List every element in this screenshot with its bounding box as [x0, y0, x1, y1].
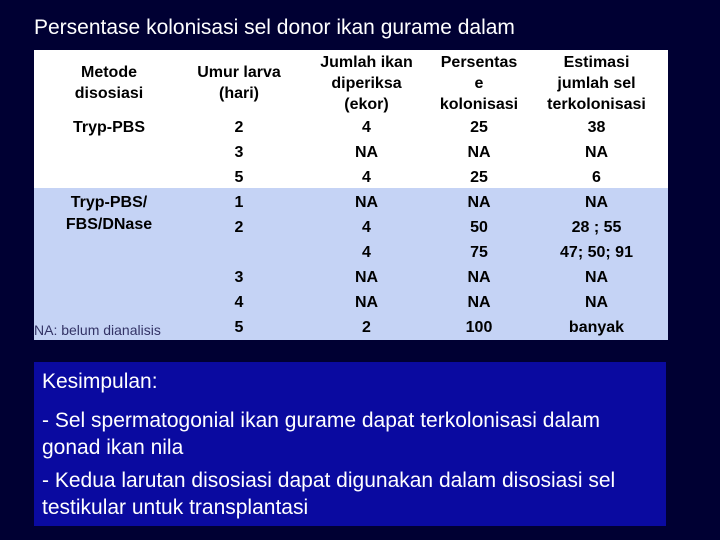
cell-estimasi: NA — [584, 194, 609, 211]
cell-umur: 5 — [234, 169, 244, 186]
cell-persen: NA — [467, 269, 491, 286]
cell-jumlah: 2 — [362, 319, 371, 336]
cell-estimasi: 47; 50; 91 — [560, 244, 633, 261]
results-table — [34, 50, 668, 340]
cell-persen: NA — [467, 144, 491, 161]
cell-jumlah: NA — [354, 269, 379, 286]
header-estimasi: Estimasi jumlah sel terkolonisasi — [547, 54, 646, 113]
cell-estimasi: 38 — [587, 119, 606, 136]
cell-jumlah: 4 — [362, 219, 371, 236]
method-tryp-pbs: Tryp-PBS — [72, 119, 145, 136]
header-metode: Metode disosiasi — [74, 64, 144, 102]
cell-persen: 50 — [470, 219, 488, 236]
header-jumlah: Jumlah ikan diperiksa (ekor) — [320, 54, 413, 113]
cell-umur: 1 — [234, 194, 244, 211]
cell-umur: 3 — [234, 269, 244, 286]
cell-jumlah: 4 — [362, 119, 371, 136]
cell-umur: 5 — [234, 319, 244, 336]
slide-title: Persentase kolonisasi sel donor ikan gurame dalam — [34, 16, 515, 39]
cell-estimasi: NA — [584, 269, 609, 286]
method-tryp-pbs-fbs-dnase: Tryp-PBS/ FBS/DNase — [65, 194, 153, 233]
cell-persen: NA — [467, 294, 491, 311]
cell-estimasi: NA — [584, 144, 609, 161]
cell-persen: 75 — [470, 244, 488, 261]
cell-estimasi: NA — [584, 294, 609, 311]
conclusion-item-2: - Kedua larutan disosiasi dapat digunakan dalam disosiasi sel testikular untuk transplantasi — [42, 469, 616, 519]
cell-umur: 4 — [234, 294, 244, 311]
cell-jumlah: NA — [354, 294, 379, 311]
cell-estimasi: 28 ; 55 — [571, 219, 622, 236]
cell-jumlah: 4 — [362, 169, 371, 186]
conclusion-item-1: - Sel spermatogonial ikan gurame dapat terkolonisasi dalam gonad ikan nila — [42, 409, 600, 459]
cell-estimasi: banyak — [568, 319, 625, 336]
cell-umur: 2 — [234, 119, 244, 136]
cell-jumlah: NA — [354, 144, 379, 161]
conclusion-box — [34, 362, 666, 526]
cell-umur: 2 — [234, 219, 244, 236]
cell-jumlah: NA — [354, 194, 379, 211]
cell-persen: 25 — [470, 119, 488, 136]
cell-persen: 100 — [465, 319, 493, 336]
header-umur: Umur larva (hari) — [197, 64, 281, 102]
cell-persen: NA — [467, 194, 491, 211]
cell-estimasi: 6 — [592, 169, 601, 186]
cell-jumlah: 4 — [362, 244, 371, 261]
cell-umur: 3 — [234, 144, 244, 161]
header-persen: Persentas e kolonisasi — [439, 54, 519, 113]
conclusion-heading: Kesimpulan: — [42, 370, 158, 393]
table-note: NA: belum dianalisis — [34, 322, 161, 338]
cell-persen: 25 — [470, 169, 488, 186]
